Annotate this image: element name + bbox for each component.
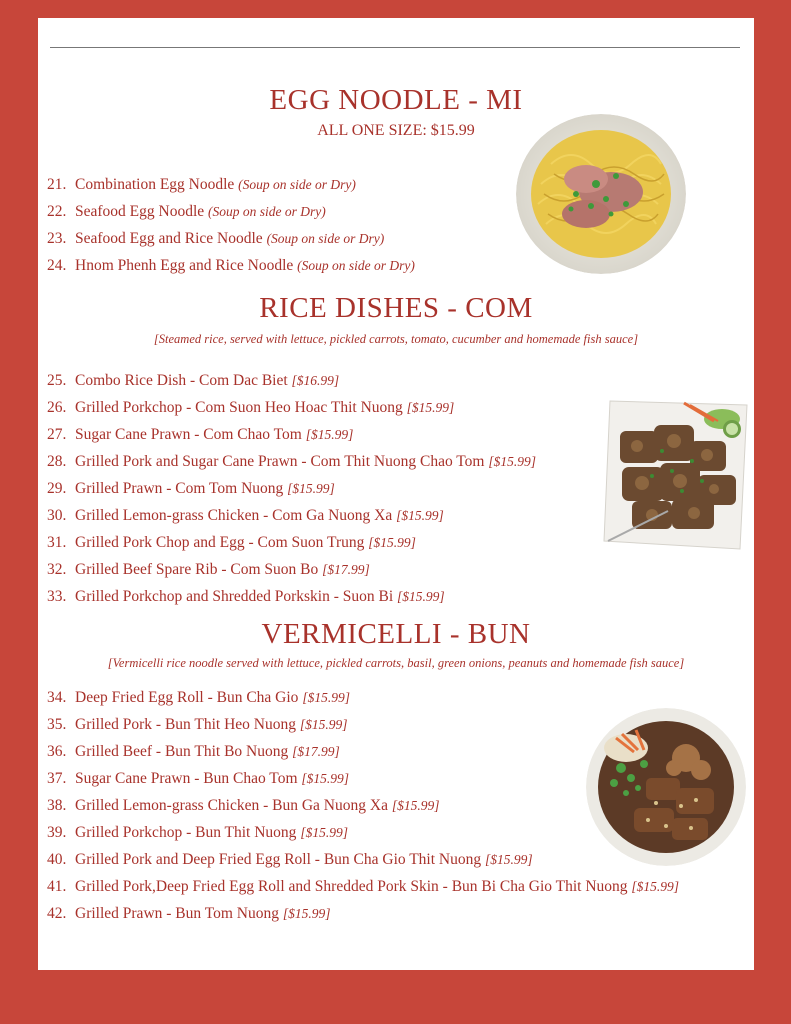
item-name: Grilled Porkchop and Shredded Porkskin - Suon Bi: [75, 588, 394, 605]
item-number: 32.: [47, 561, 67, 578]
item-number: 37.: [47, 770, 67, 787]
item-number: 27.: [47, 426, 67, 443]
item-price: [$15.99]: [301, 771, 350, 786]
section-title-vermicelli: VERMICELLI - BUN: [261, 618, 531, 650]
menu-item: [47, 529, 536, 556]
item-price: [$15.99]: [302, 690, 350, 705]
menu-item: [47, 225, 415, 252]
menu-item: [47, 448, 536, 475]
item-price: [$15.99]: [406, 400, 455, 415]
item-number: 33.: [47, 588, 67, 605]
item-note: (Soup on side or Dry): [208, 204, 326, 219]
menu-item: [47, 819, 679, 846]
item-name: Grilled Pork Chop and Egg - Com Suon Trung: [75, 534, 365, 551]
item-number: 25.: [47, 372, 67, 389]
item-number: 24.: [47, 257, 67, 274]
item-name: Grilled Pork,Deep Fried Egg Roll and Shredded Pork Skin - Bun Bi Cha Gio Thit Nuong: [75, 878, 628, 895]
section-title-rice-dishes: RICE DISHES - COM: [259, 292, 533, 324]
item-name: Sugar Cane Prawn - Com Chao Tom: [75, 426, 302, 443]
item-note: (Soup on side or Dry): [238, 177, 356, 192]
item-name: Seafood Egg Noodle: [75, 203, 205, 220]
item-number: 26.: [47, 399, 67, 416]
item-number: 40.: [47, 851, 67, 868]
item-name: Grilled Beef - Bun Thit Bo Nuong: [75, 743, 289, 760]
egg-noodle-photo: [516, 114, 686, 274]
item-number: 35.: [47, 716, 67, 733]
item-price: [$15.99]: [368, 535, 416, 550]
item-number: 22.: [47, 203, 67, 220]
menu-item: [47, 873, 679, 900]
rice-dishes-list: [47, 367, 536, 610]
item-price: [$15.99]: [287, 481, 335, 496]
menu-item: [47, 475, 536, 502]
item-number: 42.: [47, 905, 67, 922]
item-name: Seafood Egg and Rice Noodle: [75, 230, 263, 247]
menu-item: [47, 421, 536, 448]
item-number: 23.: [47, 230, 67, 247]
menu-item: [47, 765, 679, 792]
item-price: [$17.99]: [292, 744, 340, 759]
item-note: (Soup on side or Dry): [266, 231, 385, 246]
item-price: [$15.99]: [282, 906, 331, 921]
menu-item: [47, 252, 415, 279]
item-number: 28.: [47, 453, 67, 470]
section-note-vermicelli: [Vermicelli rice noodle served with lettuce, pickled carrots, basil, green onions, peanuts and homemade fish sauce]: [107, 656, 685, 670]
item-name: Grilled Beef Spare Rib - Com Suon Bo: [75, 561, 319, 578]
item-name: Grilled Lemon-grass Chicken - Bun Ga Nuong Xa: [75, 797, 388, 814]
item-price: [$15.99]: [299, 717, 348, 732]
section-title-egg-noodle: EGG NOODLE - MI: [269, 84, 523, 116]
menu-page: [38, 18, 754, 970]
item-note: (Soup on side or Dry): [297, 258, 415, 273]
item-name: Sugar Cane Prawn - Bun Chao Tom: [75, 770, 298, 787]
menu-item: [47, 198, 415, 225]
item-price: [$15.99]: [396, 508, 444, 523]
item-price: [$15.99]: [488, 454, 537, 469]
item-name: Grilled Porkchop - Com Suon Heo Hoac Thit Nuong: [75, 399, 403, 416]
item-price: [$15.99]: [300, 825, 348, 840]
item-price: [$15.99]: [485, 852, 533, 867]
item-number: 36.: [47, 743, 67, 760]
item-price: [$15.99]: [397, 589, 445, 604]
item-name: Combo Rice Dish - Com Dac Biet: [75, 372, 288, 389]
menu-item: [47, 711, 679, 738]
top-divider: [50, 47, 740, 48]
item-price: [$17.99]: [322, 562, 370, 577]
rice-dish-photo: [602, 391, 750, 553]
menu-item: [47, 502, 536, 529]
item-name: Grilled Prawn - Com Tom Nuong: [75, 480, 284, 497]
item-name: Grilled Porkchop - Bun Thit Nuong: [75, 824, 297, 841]
item-price: [$15.99]: [305, 427, 354, 442]
menu-item: [47, 900, 679, 927]
item-number: 34.: [47, 689, 67, 706]
item-number: 21.: [47, 176, 67, 193]
item-name: Combination Egg Noodle: [75, 176, 235, 193]
egg-noodle-list: [47, 171, 415, 279]
item-name: Deep Fried Egg Roll - Bun Cha Gio: [75, 689, 299, 706]
menu-item: [47, 583, 536, 610]
item-name: Hnom Phenh Egg and Rice Noodle: [75, 257, 294, 274]
menu-item: [47, 792, 679, 819]
item-number: 41.: [47, 878, 67, 895]
section-subtitle-egg-noodle: ALL ONE SIZE: $15.99: [317, 122, 475, 139]
menu-item: [47, 738, 679, 765]
item-price: [$16.99]: [291, 373, 340, 388]
menu-item: [47, 367, 536, 394]
menu-item: [47, 171, 415, 198]
item-name: Grilled Prawn - Bun Tom Nuong: [75, 905, 279, 922]
menu-item: [47, 846, 679, 873]
menu-item: [47, 394, 536, 421]
item-number: 38.: [47, 797, 67, 814]
item-price: [$15.99]: [631, 879, 680, 894]
menu-item: [47, 556, 536, 583]
item-name: Grilled Pork and Sugar Cane Prawn - Com Thit Nuong Chao Tom: [75, 453, 485, 470]
item-number: 29.: [47, 480, 67, 497]
item-price: [$15.99]: [391, 798, 440, 813]
item-number: 30.: [47, 507, 67, 524]
vermicelli-photo: [586, 708, 746, 866]
item-number: 39.: [47, 824, 67, 841]
menu-item: [47, 684, 679, 711]
section-note-rice-dishes: [Steamed rice, served with lettuce, pickled carrots, tomato, cucumber and homemade fish sauce]: [153, 332, 639, 346]
vermicelli-list: [47, 684, 679, 927]
item-name: Grilled Lemon-grass Chicken - Com Ga Nuong Xa: [75, 507, 393, 524]
item-name: Grilled Pork and Deep Fried Egg Roll - Bun Cha Gio Thit Nuong: [75, 851, 482, 868]
item-number: 31.: [47, 534, 67, 551]
item-name: Grilled Pork - Bun Thit Heo Nuong: [75, 716, 297, 733]
